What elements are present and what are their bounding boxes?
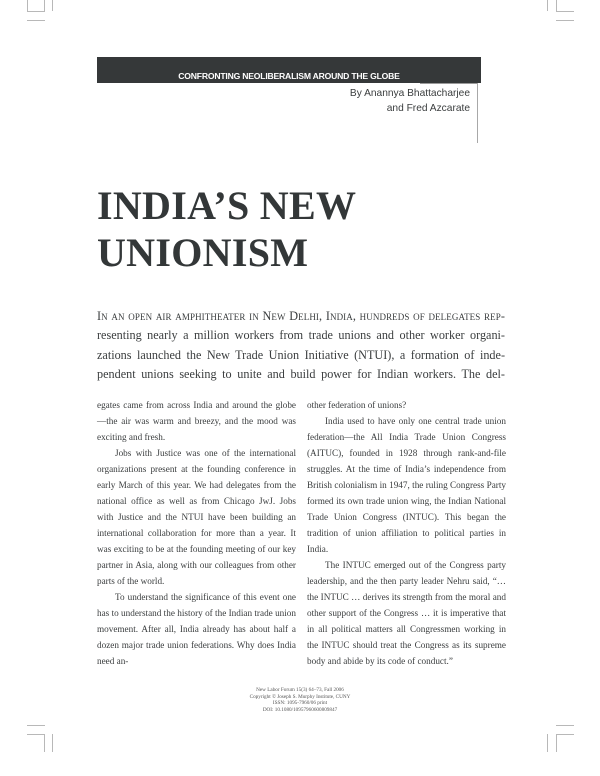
- body-paragraph: The INTUC emerged out of the Congress party leadership, and the then party leader Nehru said, “…the INTUC … derives its strength from the moral and other support of the Congress … it is imperative that in all political matters all Congressmen working in the INTUC should treat the Congress as its supreme body and abide by its code of conduct.”: [307, 560, 506, 666]
- crop-mark: [547, 0, 548, 11]
- lede-paragraph: [97, 307, 505, 384]
- crop-mark: [52, 0, 53, 11]
- crop-mark: [556, 11, 574, 12]
- crop-mark: [52, 734, 53, 752]
- crop-mark: [27, 11, 45, 12]
- divider: [477, 83, 478, 143]
- citation-journal: New Labor Forum 15(3) 64–73, Fall 2006: [256, 687, 344, 693]
- body-paragraph: Jobs with Justice was one of the international organizations present at the founding conference in early March of this year. We had delegates from the national office as well as from Chicago JwJ. Jobs with Justice and the NTUI have been building an international collaboration for more than a year. It was exciting to be at the founding meeting of our key partner in Asia, along with our colleagues from other parts of the world.: [97, 448, 296, 586]
- crop-mark: [556, 0, 557, 11]
- byline: [350, 86, 470, 116]
- crop-mark: [44, 0, 45, 11]
- crop-mark: [27, 20, 45, 21]
- title-line: UNIONISM: [97, 230, 309, 275]
- crop-mark: [27, 725, 45, 726]
- body-paragraph: egates came from across India and around the globe—the air was warm and breezy, and the mood was exciting and fresh.: [97, 400, 296, 442]
- crop-mark: [556, 734, 557, 752]
- lede-smallcaps-line: In an open air amphitheater in New Delhi, India, hundreds of delegates rep-: [97, 309, 505, 323]
- crop-mark: [27, 734, 45, 735]
- title-line: INDIA’S NEW: [97, 183, 357, 228]
- byline-author-1: By Anannya Bhattacharjee: [349, 88, 470, 99]
- crop-mark: [547, 734, 548, 752]
- article-title: [97, 182, 356, 276]
- citation-doi: DOI: 10.1080/10957960600809847: [262, 706, 338, 713]
- lede-line: resenting nearly a million workers from trade unions and other worker organi-: [97, 328, 505, 343]
- crop-mark: [27, 0, 28, 11]
- divider: [420, 83, 478, 84]
- crop-mark: [556, 734, 574, 735]
- body-column-right: [307, 397, 506, 669]
- lede-line: zations launched the New Trade Union Initiative (NTUI), a formation of inde-: [97, 347, 505, 362]
- citation-issn: ISSN: 1095-7960/06 print: [272, 700, 328, 707]
- body-paragraph: To understand the significance of this event one has to understand the history of the Indian trade union movement. After all, India already has about half a dozen major trade union federations. Why does India need an-: [97, 592, 296, 666]
- section-header-bar: [97, 57, 481, 83]
- citation-footer: [0, 687, 600, 713]
- lede-line: pendent unions seeking to unite and build power for Indian workers. The del-: [97, 366, 505, 381]
- section-label: CONFRONTING NEOLIBERALISM AROUND THE GLOBE: [178, 71, 400, 81]
- citation-copyright: Copyright © Joseph S. Murphy Institute, CUNY: [249, 693, 351, 700]
- crop-mark: [556, 20, 574, 21]
- crop-mark: [44, 734, 45, 752]
- body-paragraph: India used to have only one central trade union federation—the All India Trade Union Congress (AITUC), founded in 1928 through rank-and-file struggles. At the time of India’s independence from British colonialism in 1947, the ruling Congress Party formed its own trade union wing, the Indian National Trade Union Congress (INTUC). This began the tradition of union affiliation to political parties in India.: [307, 416, 506, 554]
- crop-mark: [556, 725, 574, 726]
- byline-author-2: and Fred Azcarate: [386, 103, 470, 114]
- body-column-left: [97, 397, 296, 669]
- body-paragraph: other federation of unions?: [307, 400, 407, 410]
